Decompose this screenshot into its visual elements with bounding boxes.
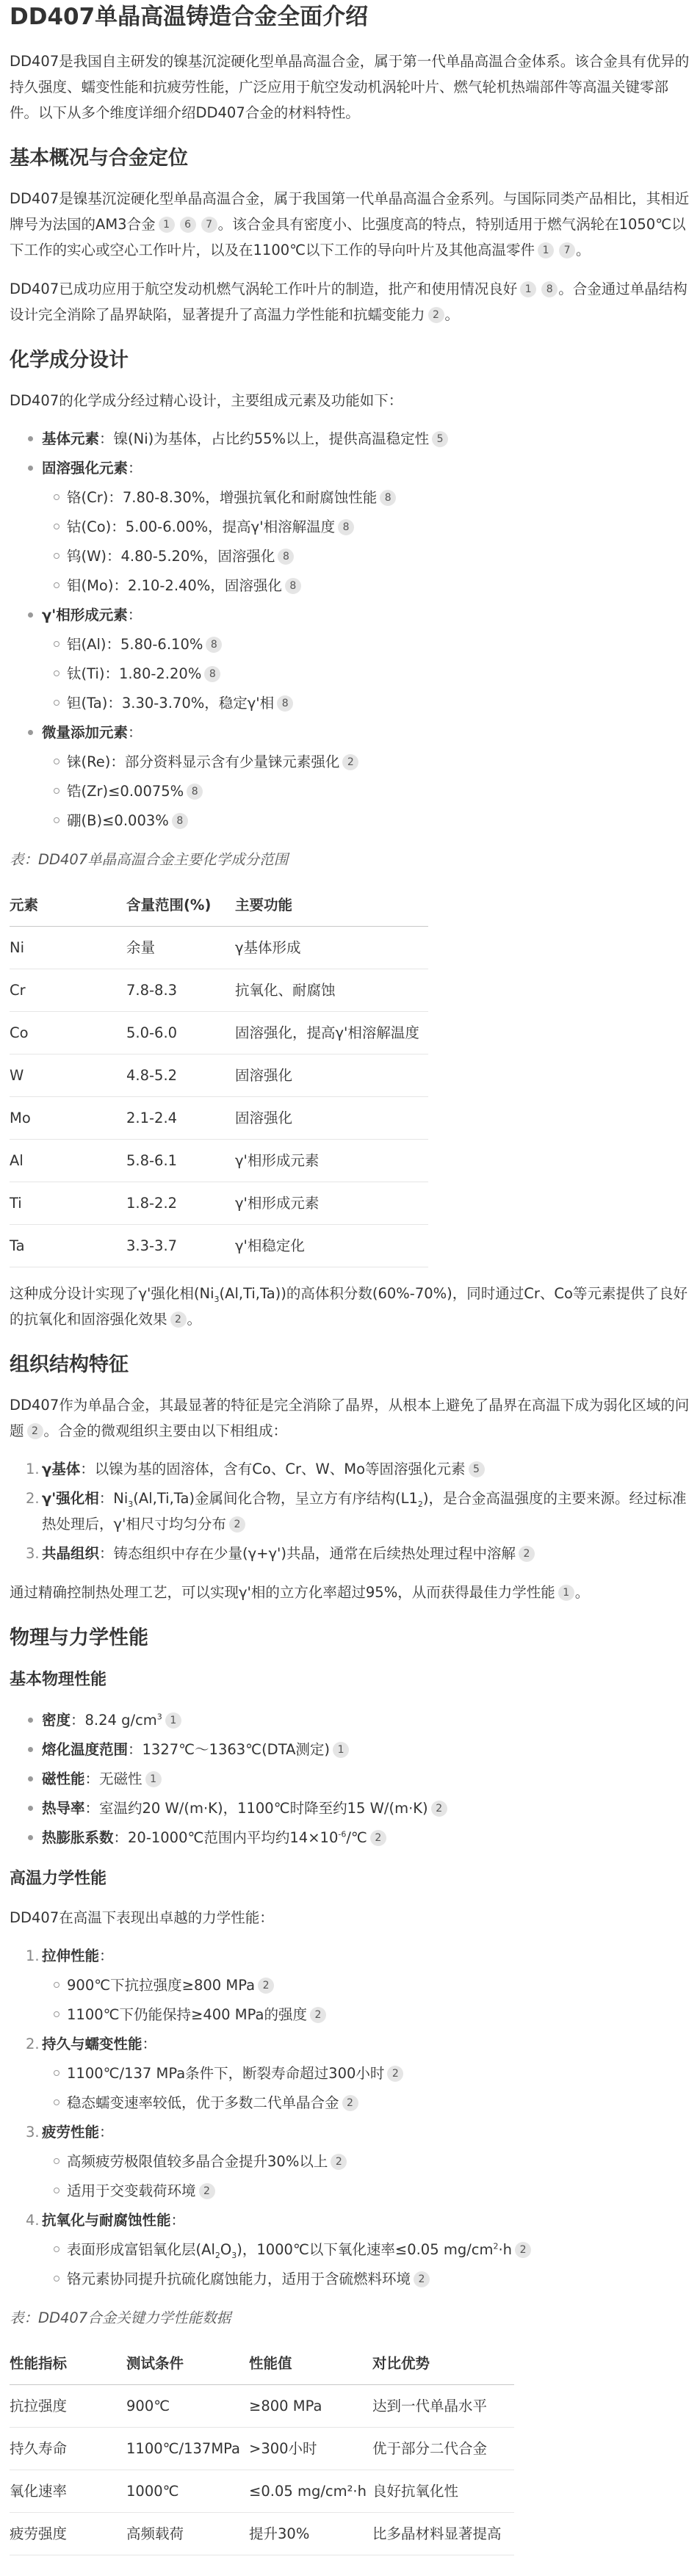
list-item [10,1795,690,1821]
bold-term: γ'相形成元素 [42,607,128,623]
section-heading: 化学成分设计 [10,349,129,372]
citation-badge[interactable]: 1 [538,242,554,258]
list-item [10,1541,690,1566]
table-cell: 5.8-6.1 [126,1140,235,1182]
superscript: -6 [338,1829,347,1839]
list-item [10,2207,690,2292]
text: 表面形成富铝氧化层(Al [67,2241,215,2258]
paragraph [10,1392,690,1444]
citation-badge[interactable]: 2 [342,754,358,770]
sub-list [42,2149,690,2204]
bold-term: 热导率 [42,1800,85,1817]
subscript: 2 [417,1499,423,1509]
sub-list-item [42,2061,690,2086]
bold-term: 熔化温度范围 [42,1741,129,1758]
paragraph [10,276,690,328]
table-cell: 持久寿命 [10,2428,126,2470]
table-cell: γ'相形成元素 [235,1182,428,1225]
text: ：20-1000℃范围内平均约14×10 [113,1829,339,1846]
sub-list-item [42,2178,690,2204]
text: 1100℃下仍能保持≥400 MPa的强度 [67,2006,307,2023]
table-cell: W [10,1054,126,1097]
text: 钛(Ti)：1.80-2.20% [67,665,202,682]
text: 高频疲劳极限值较多晶合金提升30%以上 [67,2153,328,2170]
table-cell: ≥800 MPa [249,2385,372,2428]
table-cell: 1100℃/137MPa [126,2428,249,2470]
text: 。 [576,242,591,258]
citation-badge[interactable]: 2 [331,2154,347,2170]
citation-badge[interactable]: 5 [432,431,448,447]
citation-badge[interactable]: 1 [333,1742,349,1758]
column-header: 性能指标 [10,2342,126,2385]
sub-list [42,1972,690,2027]
bullet-list [10,426,690,833]
table-header [10,884,428,927]
table-cell: γ'相稳定化 [235,1225,428,1267]
column-header: 含量范围(%) [126,884,235,927]
paragraph [10,48,690,126]
table-cell: ≤0.05 mg/cm²·h [249,2470,372,2513]
citation-badge[interactable]: 2 [310,2007,326,2023]
text: ： [170,2212,186,2229]
list-item [10,2031,690,2116]
table-row [10,1182,428,1225]
text: 铼(Re)：部分资料显示含有少量铼元素强化 [67,753,340,770]
table-caption: 表：DD407合金关键力学性能数据 [10,2309,231,2326]
text: ：Ni [98,1490,129,1507]
text: 稳态蠕变速率较低，优于多数二代单晶合金 [67,2094,339,2111]
section-heading: 基本概况与合金定位 [10,147,188,170]
sub-list [42,485,690,598]
citation-badge[interactable]: 2 [342,2095,358,2111]
bold-term: 共晶组织 [42,1545,100,1562]
text: DD407作为单晶合金，其最显著的特征是完全消除了晶界，从根本上避免了晶界在高温下成为弱化区域的问题 [10,1397,690,1439]
text: 900℃下抗拉强度≥800 MPa [67,1977,256,1994]
text: 钴(Co)：5.00-6.00%，提高γ'相溶解温度 [67,518,336,535]
sub-list-item [42,2149,690,2174]
text: ：8.24 g/cm [71,1712,157,1729]
table-cell: >300小时 [249,2428,372,2470]
table-row [10,1225,428,1267]
column-header: 主要功能 [235,884,428,927]
sub-list [42,749,690,833]
text: ： [99,1947,114,1964]
text: 锆(Zr)≤0.0075% [67,783,184,800]
paragraph [10,1580,690,1605]
sub-list-item [42,514,690,540]
subscript: 3 [128,1499,134,1509]
table-cell: 2.1-2.4 [126,1097,235,1140]
citation-badge[interactable]: 2 [428,307,444,323]
text: 这种成分设计实现了γ'强化相(Ni [10,1285,214,1302]
table-cell: 1000℃ [126,2470,249,2513]
text: )，是合金高温强度的主要来源。经过标准热处理后，γ'相尺寸均匀分布 [42,1490,687,1533]
text: 硼(B)≤0.003% [67,812,169,829]
text: 钼(Mo)：2.10-2.40%，固溶强化 [67,577,282,594]
sub-list-item [42,2090,690,2116]
list-item [10,602,690,716]
list-item [10,1486,690,1537]
subscript: 3 [231,2250,237,2260]
citation-badge[interactable]: 1 [145,1771,162,1787]
text: 。合金的微观组织主要由以下相组成： [43,1422,288,1439]
bold-term: 抗氧化与耐腐蚀性能 [42,2212,171,2229]
column-header: 元素 [10,884,126,927]
table-body [10,927,428,1267]
sub-list [42,2061,690,2116]
text: ： [127,607,142,623]
text: 钨(W)：4.80-5.20%，固溶强化 [67,548,275,565]
sub-list-item [42,1972,690,1998]
table-cell: γ基体形成 [235,927,428,969]
citation-badge[interactable]: 6 [180,217,196,233]
table-row [10,1140,428,1182]
table-cell: 优于部分二代合金 [372,2428,514,2470]
text: 适用于交变载荷环境 [67,2182,196,2199]
table-cell: 固溶强化 [235,1097,428,1140]
table-cell: γ'相形成元素 [235,1140,428,1182]
text: DD407的化学成分经过精心设计，主要组成元素及功能如下： [10,392,403,409]
citation-badge[interactable]: 1 [159,217,175,233]
text: (Al,Ti,Ta))的高体积分数(60%-70%)，同时通过Cr、Co等元素提供了良好的抗氧化和固溶强化效果 [10,1285,688,1328]
bold-term: 拉伸性能 [42,1947,100,1964]
citation-badge[interactable]: 2 [370,1830,386,1846]
citation-badge[interactable]: 2 [27,1423,43,1439]
table-cell: Cr [10,969,126,1012]
table-cell: 5.0-6.0 [126,1012,235,1054]
table-row [10,2470,514,2513]
citation-badge[interactable]: 1 [165,1712,181,1729]
bold-term: 微量添加元素 [42,724,129,741]
table-row [10,2428,514,2470]
superscript: 3 [156,1712,162,1722]
text: DD407是镍基沉淀硬化型单晶高温合金，属于我国第一代单晶高温合金系列。与国际同类产品相比，其相近牌号为法国的AM3合金 [10,190,690,233]
citation-badge[interactable]: 1 [520,281,536,297]
text: ： [128,460,142,477]
numbered-list [10,1456,690,1566]
list-item [10,1707,690,1733]
table-header [10,2342,514,2385]
bold-term: 固溶强化元素 [42,460,129,477]
text: ：无磁性 [84,1770,142,1787]
table-cell: 固溶强化，提高γ'相溶解温度 [235,1012,428,1054]
list-item [10,1825,690,1850]
citation-badge[interactable]: 1 [558,1585,574,1601]
citation-badge[interactable]: 5 [469,1461,485,1477]
bold-term: 基体元素 [42,430,100,447]
table-cell: 比多晶材料显著提高 [372,2513,514,2555]
text: 钽(Ta)：3.30-3.70%，稳定γ'相 [67,695,275,712]
paragraph [10,1905,690,1931]
text: 。合金通过单晶结构设计完全消除了晶界缺陷，显著提升了高温力学性能和抗蠕变能力 [10,281,688,323]
citation-badge[interactable]: 7 [559,242,575,258]
paragraph [10,1281,690,1332]
table-cell: 提升30% [249,2513,372,2555]
table-row [10,969,428,1012]
text: ： [142,2036,157,2052]
data-table [10,884,428,1267]
citation-badge[interactable]: 7 [201,217,217,233]
list-number: 3. [26,2124,40,2141]
superscript: 2 [493,2241,499,2251]
text: 1100℃/137 MPa条件下，断裂寿命超过300小时 [67,2065,385,2082]
text: 。 [574,1584,590,1601]
table-caption: 表：DD407单晶高温合金主要化学成分范围 [10,851,289,868]
table-cell: 900℃ [126,2385,249,2428]
list-item [10,455,690,598]
list-item [10,1737,690,1762]
column-header: 测试条件 [126,2342,249,2385]
bold-term: 热膨胀系数 [42,1829,114,1846]
list-item [10,1456,690,1482]
sub-list-item [42,661,690,687]
subscript: 2 [214,2250,220,2260]
citation-badge[interactable]: 8 [285,578,301,594]
citation-badge[interactable]: 2 [519,1546,535,1562]
citation-badge[interactable]: 2 [515,2242,531,2258]
list-item [10,1766,690,1792]
citation-badge[interactable]: 2 [170,1311,187,1328]
text: ：室温约20 W/(m·K)，1100℃时降至约15 W/(m·K) [84,1800,428,1817]
table-cell: 达到一代单晶水平 [372,2385,514,2428]
table-cell: 良好抗氧化性 [372,2470,514,2513]
header-row [10,884,428,927]
citation-badge[interactable]: 8 [204,666,220,682]
text: )，1000℃以下氧化速率≤0.05 mg/cm [237,2241,494,2258]
sub-list [42,632,690,716]
list-item [10,720,690,833]
numbered-list [10,1943,690,2292]
citation-badge[interactable]: 2 [431,1801,447,1817]
page-title: DD407单晶高温铸造合金全面介绍 [10,4,369,30]
paragraph [10,388,690,413]
list-number: 4. [26,2212,40,2229]
text: DD407已成功应用于航空发动机燃气涡轮工作叶片的制造，批产和使用情况良好 [10,281,518,297]
sub-list-item [42,2266,690,2292]
text: ：铸态组织中存在少量(γ+γ')共晶，通常在后续热处理过程中溶解 [99,1545,516,1562]
list-item [10,1943,690,2027]
text: 。该合金具有密度小、比强度高的特点，特别适用于燃气涡轮在1050℃以下工作的实心或空心工作叶片，以及在1100℃以下工作的导向叶片及其他高温零件 [10,216,686,258]
list-number: 2. [26,2036,40,2052]
text: ：镍(Ni)为基体，占比约55%以上，提供高温稳定性 [99,430,430,447]
text: 。 [187,1311,202,1328]
citation-badge[interactable]: 8 [380,490,396,506]
table-row [10,1097,428,1140]
list-number: 2. [26,1490,40,1507]
sub-list-item [42,573,690,598]
text: 通过精确控制热处理工艺，可以实现γ'相的立方化率超过95%，从而获得最佳力学性能 [10,1584,555,1601]
text: ： [99,2124,114,2141]
sub-list-item [42,2002,690,2027]
table-cell: 疲劳强度 [10,2513,126,2555]
text: 铝(Al)：5.80-6.10% [67,636,203,653]
sub-list-item [42,543,690,569]
section-heading: 物理与力学性能 [10,1627,148,1649]
table-cell: Co [10,1012,126,1054]
text: /℃ [346,1829,367,1846]
table-cell: Ti [10,1182,126,1225]
table-row [10,1054,428,1097]
citation-badge[interactable]: 8 [172,813,188,829]
text: ： [128,724,142,741]
table-cell: 余量 [126,927,235,969]
citation-badge[interactable]: 2 [414,2271,430,2287]
table-row [10,1012,428,1054]
table-cell: Ni [10,927,126,969]
table-cell: 3.3-3.7 [126,1225,235,1267]
citation-badge[interactable]: 8 [277,695,293,712]
citation-badge[interactable]: 2 [387,2066,403,2082]
sub-list-item [42,632,690,657]
table-cell: 高频载荷 [126,2513,249,2555]
subscript: 3 [214,1294,220,1304]
column-header: 对比优势 [372,2342,514,2385]
text: DD407在高温下表现出卓越的力学性能： [10,1909,274,1926]
text: ：以镍为基的固溶体，含有Co、Cr、W、Mo等固溶强化元素 [80,1461,466,1477]
list-number: 1. [26,1461,40,1477]
column-header: 性能值 [249,2342,372,2385]
sub-list-item [42,778,690,804]
section-heading: 基本物理性能 [10,1671,107,1689]
sub-list [42,2237,690,2292]
text: 铬(Cr)：7.80-8.30%，增强抗氧化和耐腐蚀性能 [67,489,378,506]
text: (Al,Ti,Ta)金属间化合物，呈立方有序结构(L1 [133,1490,418,1507]
table-cell: Mo [10,1097,126,1140]
list-number: 1. [26,1947,40,1964]
list-number: 3. [26,1545,40,1562]
header-row [10,2342,514,2385]
text: ：1327℃～1363℃(DTA测定) [128,1741,331,1758]
table-cell: 7.8-8.3 [126,969,235,1012]
bullet-list [10,1707,690,1850]
bold-term: γ'强化相 [42,1490,99,1507]
citation-badge[interactable]: 2 [199,2183,215,2199]
text: DD407是我国自主研发的镍基沉淀硬化型单晶高温合金，属于第一代单晶高温合金体系。该合金具有优异的持久强度、蠕变性能和抗疲劳性能，广泛应用于航空发动机涡轮叶片、燃气轮机热端部件等高温关键零部件。以下从多个维度详细介绍DD407合金的材料特性。 [10,53,690,121]
bold-term: 持久与蠕变性能 [42,2036,142,2052]
citation-badge[interactable]: 2 [258,1978,274,1994]
table-row [10,2385,514,2428]
bold-term: 密度 [42,1712,71,1729]
table-cell: 抗拉强度 [10,2385,126,2428]
text: O [220,2241,232,2258]
citation-badge[interactable]: 8 [187,784,203,800]
sub-list-item [42,485,690,510]
table-row [10,2513,514,2555]
sub-list-item [42,690,690,716]
list-item [10,2119,690,2204]
table-cell: 抗氧化、耐腐蚀 [235,969,428,1012]
list-item [10,426,690,452]
table-row [10,927,428,969]
citation-badge[interactable]: 8 [278,549,294,565]
table-cell: 固溶强化 [235,1054,428,1097]
data-table [10,2342,514,2555]
citation-badge[interactable]: 8 [206,637,222,653]
table-cell: 氧化速率 [10,2470,126,2513]
citation-badge[interactable]: 8 [338,519,354,535]
sub-list-item [42,808,690,833]
section-heading: 组织结构特征 [10,1353,129,1376]
bold-term: γ基体 [42,1461,81,1477]
table-cell: 4.8-5.2 [126,1054,235,1097]
table-cell: Ta [10,1225,126,1267]
section-heading: 高温力学性能 [10,1870,107,1888]
citation-badge[interactable]: 8 [541,281,558,297]
table-cell: 1.8-2.2 [126,1182,235,1225]
text: 。 [444,306,460,323]
bold-term: 磁性能 [42,1770,85,1787]
table-cell: Al [10,1140,126,1182]
sub-list-item [42,749,690,775]
text: ·h [498,2241,513,2258]
paragraph [10,186,690,263]
bold-term: 疲劳性能 [42,2124,100,2141]
citation-badge[interactable]: 2 [229,1516,245,1533]
table-body [10,2385,514,2555]
sub-list-item [42,2237,690,2262]
text: 铬元素协同提升抗硫化腐蚀能力，适用于含硫燃料环境 [67,2271,411,2287]
